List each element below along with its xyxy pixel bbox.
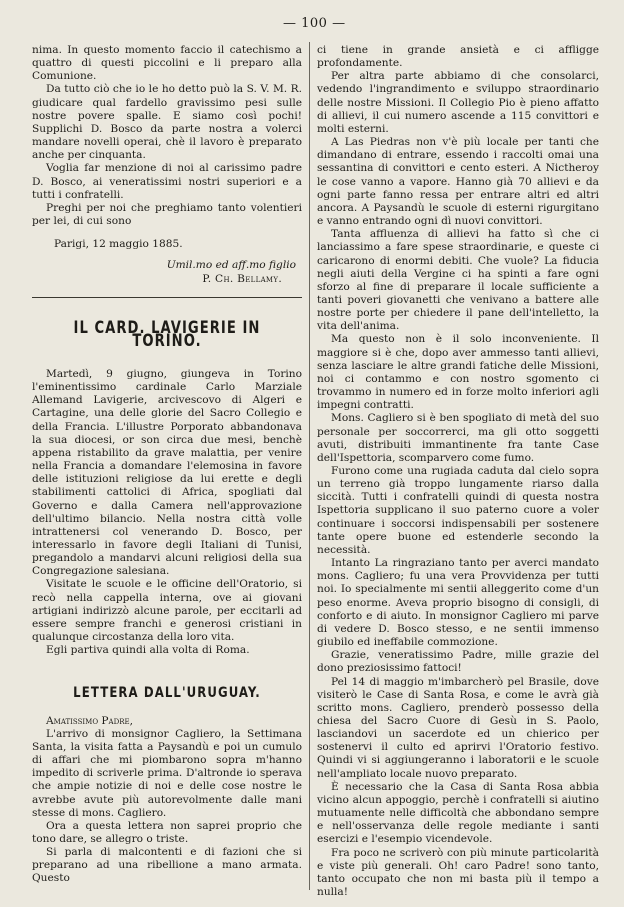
paragraph: Ma questo non è il solo inconveniente. Il maggiore si è che, dopo aver ammesso tanti allievi, senza lasciare le altre grandi fatiche delle Missioni, noi ci contammo e con nostro sgomento ci trovammo in numero ed in forze molto inferiori agli impegni contratti.	[317, 333, 599, 412]
paragraph: nima. In questo momento faccio il catechismo a quattro di questi piccolini e li preparo alla Comunione.	[32, 44, 302, 83]
paragraph: Intanto La ringraziano tanto per averci mandato mons. Cagliero; fu una vera Provvidenza per tutti noi. Io specialmente mi sentii alleggerito come d'un peso enorme. Aveva proprio bisogno di consigli, di conforto e di aiuto. In monsignor Cagliero mi parve di vedere D. Bosco stesso, e ne sentii immenso giubilo ed ineffabile commozione.	[317, 557, 599, 649]
paragraph: A Las Piedras non v'è più locale per tanti che dimandano di entrare, essendo i raccolti omai una sessantina di convittori e cento esteri. A Nictheroy le cose vanno a vapore. Hanno già 70 allievi e da ogni parte fanno ressa per entrare altri ed altri ancora. A Paysandù le scuole di esterni rigurgitano e vanno entrando ogni dì nuovi convittori.	[317, 136, 599, 228]
article-title: IL CARD. LAVIGERIE IN TORINO.	[73, 317, 261, 351]
paragraph: Visitate le scuole e le officine dell'Oratorio, si recò nella cappella interna, ove ai giovani artigiani indirizzò alcune parole, per eccitarli ad essere sempre franchi e generosi cristiani in qualunque circostanza della loro vita.	[32, 578, 302, 644]
article-title: LETTERA DALL'URUGUAY.	[73, 685, 261, 702]
paragraph: Si parla di malcontenti e di fazioni che si preparano ad una ribellione a mano armata. Questo	[32, 846, 302, 885]
paragraph: ci tiene in grande ansietà e ci affligge profondamente.	[317, 44, 599, 70]
paragraph: È necessario che la Casa di Santa Rosa abbia vicino alcun appoggio, perchè i confratelli si aiutino mutuamente nelle difficoltà che abbondano sempre e nell'osservanza delle regole mediante i santi esercizi e l'esempio vicendevole.	[317, 780, 599, 846]
paragraph: Grazie, veneratissimo Padre, mille grazie del dono preziosissimo fattoci!	[317, 649, 599, 675]
letter-closing: Umil.mo ed aff.mo figlio	[166, 259, 296, 272]
paragraph: Mons. Cagliero si è ben spogliato di metà del suo personale per soccorrerci, ma gli otto soggetti avuti, distribuiti immantinente fra tante Case dell'Ispettoria, scomparvero come fumo.	[317, 412, 599, 464]
page-number: — 100 —	[283, 16, 346, 31]
paragraph: Voglia far menzione di noi al carissimo padre D. Bosco, ai veneratissimi nostri superiori e a tutti i confratelli.	[32, 162, 302, 201]
letter-dateline: Parigi, 12 maggio 1885.	[54, 238, 183, 251]
section-rule	[32, 297, 302, 298]
paragraph: L'arrivo di monsignor Cagliero, la Settimana Santa, la visita fatta a Paysandù e poi un cumulo di affari che mi piombarono sopra m'hanno impedito di scriverle prima. D'altronde io sperava che ampie notizie di noi e delle cose nostre le avrebbe avute più autorevolmente dalle mani stesse di mons. Cagliero.	[32, 727, 302, 819]
paragraph: Egli partiva quindi alla volta di Roma.	[46, 644, 250, 657]
letter-salutation: Amatissimo Padre,	[46, 714, 133, 727]
paragraph: Ora a questa lettera non saprei proprio che tono dare, se allegro o triste.	[32, 819, 302, 845]
paragraph: Preghi per noi che preghiamo tanto volentieri per lei, di cui sono	[32, 201, 302, 228]
paragraph: Fra poco ne scriverò con più minute particolarità e viste più generali. Oh! caro Padre! sono tanto, tanto occupato che non mi basta più il tempo a nulla!	[317, 846, 599, 898]
paragraph: Da tutto ciò che io le ho detto può la S. V. M. R. giudicare qual fardello gravissimo pesi sulle nostre povere spalle. E siamo così pochi! Supplichi D. Bosco da parte nostra a volerci mandare novelli operai, chè il lavoro è preparato anche per cinquanta.	[32, 83, 302, 162]
left-column	[32, 44, 302, 886]
paragraph: Furono come una rugiada caduta dal cielo sopra un terreno già troppo lungamente riarso dalla siccità. Tutti i confratelli quindi di questa nostra Ispettoria supplicano il suo paterno cuore a voler continuare i soccorsi indispensabili per sostenere tante opere buone ed estenderle secondo la necessità.	[317, 465, 599, 556]
column-divider	[309, 42, 310, 890]
paragraph: Per altra parte abbiamo di che consolarci, vedendo l'ingrandimento e sviluppo straordinario delle nostre Missioni. Il Collegio Pio è pieno affatto di allievi, il cui numero ascende a 115 convittori e molti esterni.	[317, 70, 599, 135]
paragraph: Martedì, 9 giugno, giungeva in Torino l'eminentissimo cardinale Carlo Marziale Allemand Lavigerie, arcivescovo di Algeri e Cartagine, una delle glorie del Sacro Collegio e della Francia. L'illustre Porporato abbandonava la sua diocesi, or son circa due mesi, benchè appena ristabilito da grave malattia, per venire nella Francia a domandare l'elemosina in favore delle istituzioni religiose da lui erette e degli stabilimenti cattolici di Africa, spogliati dal Governo e dalla Camera nell'approvazione dell'ultimo bilancio. Nella nostra città volle intrattenersi col venerando D. Bosco, per interessarlo in favore degli Italiani di Tunisi, pregandolo a mandarvi alcuni religiosi della sua Congregazione salesiana.	[32, 367, 302, 578]
letter-signature: P. Ch. Bellamy.	[202, 272, 282, 285]
right-column	[317, 44, 599, 899]
paragraph: Pel 14 di maggio m'imbarcherò pel Brasile, dove visiterò le Case di Santa Rosa, e come le avrà già scritto mons. Cagliero, prenderò possesso della chiesa del Sacro Cuore di Gesù in S. Paolo, lasciandovi un sacerdote ed un chierico per sostenervi il culto ed aprirvi l'Oratorio festivo. Quindi vi si aggiungeranno i laboratorii e le scuole nell'ampliato locale nuovo preparato.	[317, 675, 599, 780]
paragraph: Tanta affluenza di allievi ha fatto sì che ci lanciassimo a fare spese straordinarie, e queste ci caricarono di enormi debiti. Che vuole? La fiducia negli aiuti della Vergine ci ha spinti a fare ogni sforzo al fine di preparare il locale sufficiente a tanti poveri giovanetti che venivano a battere alle nostre porte per chiedere il pane dell'intelletto, la vita dell'anima.	[317, 228, 599, 333]
